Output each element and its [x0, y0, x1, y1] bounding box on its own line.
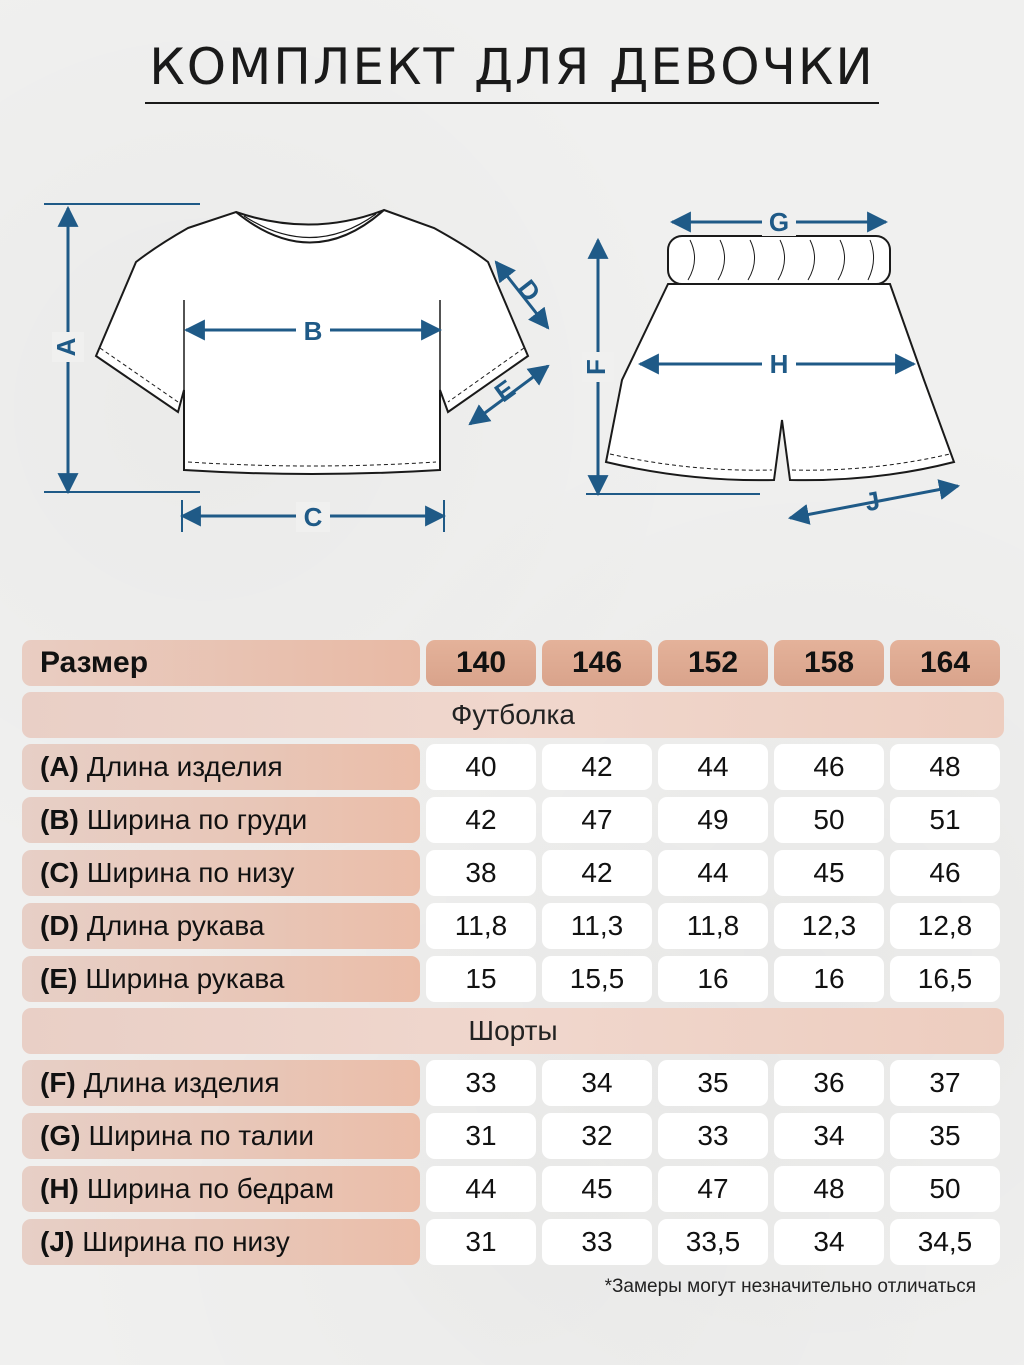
table-cell: 16,5: [890, 956, 1000, 1002]
size-header-label: Размер: [22, 640, 420, 686]
row-label: (F) Длина изделия: [22, 1060, 420, 1106]
row-label: (H) Ширина по бедрам: [22, 1166, 420, 1212]
table-cell: 38: [426, 850, 536, 896]
footnote: *Замеры могут незначительно отличаться: [604, 1276, 976, 1297]
label-h: H: [769, 349, 789, 379]
table-cell: 48: [774, 1166, 884, 1212]
table-cell: 34: [542, 1060, 652, 1106]
label-g: G: [768, 207, 790, 237]
table-cell: 45: [542, 1166, 652, 1212]
table-row: [22, 1166, 1004, 1212]
label-j: J: [862, 485, 883, 518]
row-label: (B) Ширина по груди: [22, 797, 420, 843]
label-e: E: [488, 373, 521, 408]
table-cell: 34,5: [890, 1219, 1000, 1265]
row-label: (D) Длина рукава: [22, 903, 420, 949]
size-header: 152: [658, 640, 768, 686]
table-cell: 35: [658, 1060, 768, 1106]
table-cell: 12,3: [774, 903, 884, 949]
row-label: (J) Ширина по низу: [22, 1219, 420, 1265]
table-cell: 42: [542, 850, 652, 896]
table-cell: 37: [890, 1060, 1000, 1106]
table-cell: 35: [890, 1113, 1000, 1159]
table-cell: 33: [426, 1060, 536, 1106]
table-cell: 50: [774, 797, 884, 843]
table-row: [22, 744, 1004, 790]
table-row: [22, 956, 1004, 1002]
table-cell: 45: [774, 850, 884, 896]
table-cell: 34: [774, 1113, 884, 1159]
table-header-row: [22, 640, 1004, 686]
table-cell: 15: [426, 956, 536, 1002]
table-cell: 47: [658, 1166, 768, 1212]
table-cell: 40: [426, 744, 536, 790]
table-row: [22, 797, 1004, 843]
table-cell: 42: [426, 797, 536, 843]
size-header: 164: [890, 640, 1000, 686]
table-cell: 11,8: [426, 903, 536, 949]
table-cell: 47: [542, 797, 652, 843]
table-cell: 51: [890, 797, 1000, 843]
table-row: [22, 850, 1004, 896]
table-cell: 46: [890, 850, 1000, 896]
table-cell: 49: [658, 797, 768, 843]
table-cell: 33: [542, 1219, 652, 1265]
row-label: (E) Ширина рукава: [22, 956, 420, 1002]
row-label: (A) Длина изделия: [22, 744, 420, 790]
table-cell: 32: [542, 1113, 652, 1159]
table-cell: 16: [774, 956, 884, 1002]
table-cell: 11,8: [658, 903, 768, 949]
table-cell: 33,5: [658, 1219, 768, 1265]
label-c: C: [303, 502, 323, 532]
table-cell: 16: [658, 956, 768, 1002]
table-cell: 44: [658, 744, 768, 790]
size-header: 140: [426, 640, 536, 686]
table-cell: 15,5: [542, 956, 652, 1002]
table-cell: 46: [774, 744, 884, 790]
table-row: [22, 1113, 1004, 1159]
label-b: B: [303, 316, 323, 346]
row-label: (G) Ширина по талии: [22, 1113, 420, 1159]
label-f: F: [580, 359, 611, 375]
table-row: [22, 903, 1004, 949]
page-title: КОМПЛЕКТ ДЛЯ ДЕВОЧКИ: [0, 38, 1024, 96]
table-cell: 48: [890, 744, 1000, 790]
table-cell: 44: [658, 850, 768, 896]
table-cell: 33: [658, 1113, 768, 1159]
table-cell: 12,8: [890, 903, 1000, 949]
row-label: (C) Ширина по низу: [22, 850, 420, 896]
table-cell: 36: [774, 1060, 884, 1106]
table-cell: 44: [426, 1166, 536, 1212]
label-d: D: [511, 273, 547, 308]
table-row: [22, 1060, 1004, 1106]
section-shorts: Шорты: [22, 1008, 1004, 1054]
table-cell: 11,3: [542, 903, 652, 949]
size-header: 146: [542, 640, 652, 686]
table-cell: 31: [426, 1113, 536, 1159]
table-cell: 34: [774, 1219, 884, 1265]
table-cell: 31: [426, 1219, 536, 1265]
table-cell: 42: [542, 744, 652, 790]
garment-diagram: [0, 180, 1024, 540]
table-cell: 50: [890, 1166, 1000, 1212]
table-row: [22, 1219, 1004, 1265]
section-tshirt: Футболка: [22, 692, 1004, 738]
label-a: A: [50, 337, 81, 357]
size-header: 158: [774, 640, 884, 686]
